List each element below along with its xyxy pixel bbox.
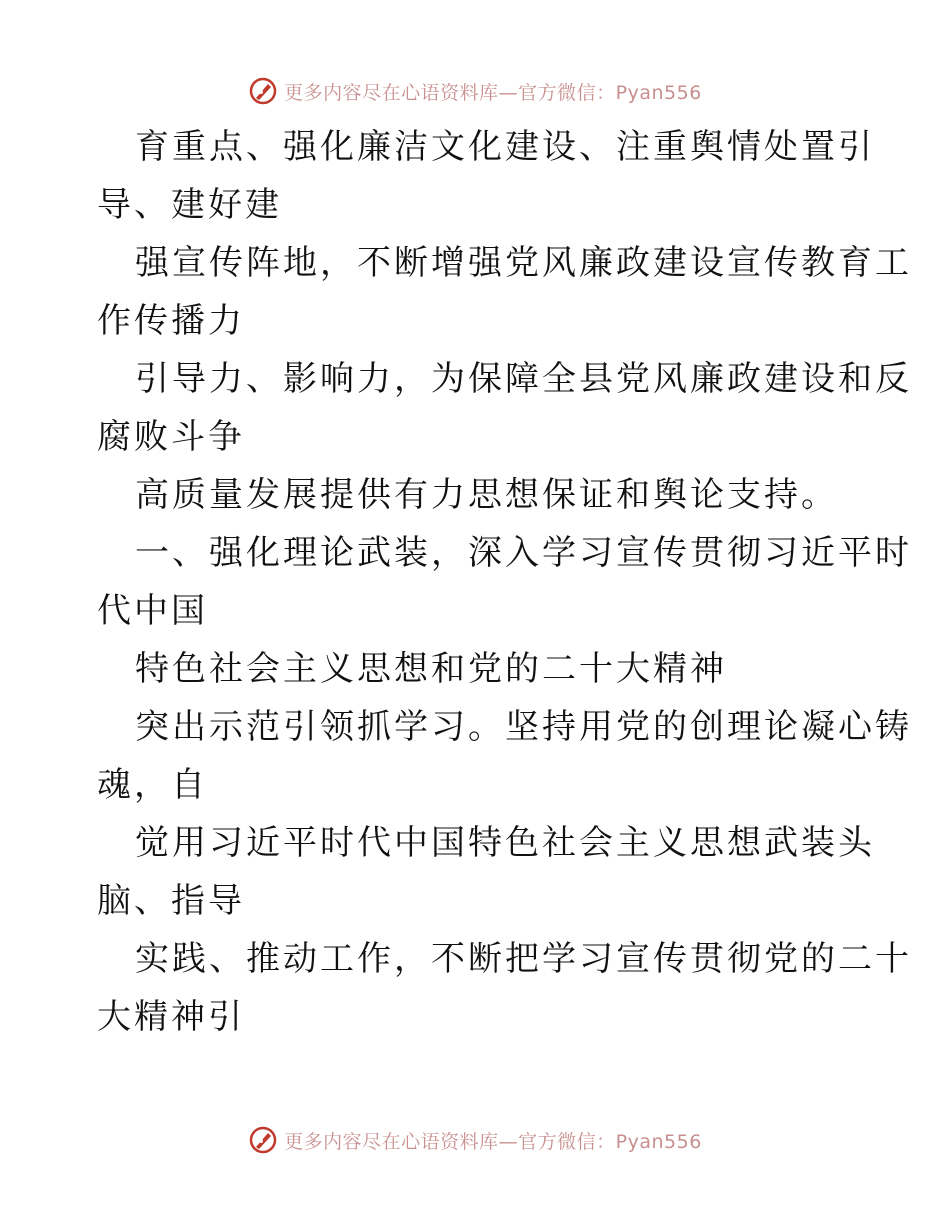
text-line: 魂，自 [97, 765, 208, 805]
text-line: 导、建好建 [97, 185, 282, 225]
header-watermark [0, 74, 950, 108]
text-line: 大精神引 [97, 997, 245, 1037]
header-watermark-text: 更多内容尽在心语资料库—官方微信：Pyan556 [284, 81, 702, 104]
footer-watermark [0, 1123, 950, 1157]
text-line: 觉用习近平时代中国特色社会主义思想武装头 [135, 823, 875, 863]
pen-logo-icon [248, 1125, 278, 1155]
text-line: 育重点、强化廉洁文化建设、注重舆情处置引 [135, 127, 875, 167]
text-line: 特色社会主义思想和党的二十大精神 [135, 649, 727, 689]
text-line: 突出示范引领抓学习。坚持用党的创理论凝心铸 [135, 707, 912, 747]
text-line: 一、强化理论武装，深入学习宣传贯彻习近平时 [135, 533, 912, 573]
text-line: 代中国 [97, 591, 208, 631]
text-line: 作传播力 [97, 301, 245, 341]
text-line: 脑、指导 [97, 881, 245, 921]
text-line: 实践、推动工作，不断把学习宣传贯彻党的二十 [135, 939, 912, 979]
footer-watermark-text: 更多内容尽在心语资料库—官方微信：Pyan556 [284, 1130, 702, 1153]
text-line: 强宣传阵地，不断增强党风廉政建设宣传教育工 [135, 243, 912, 283]
pen-logo-icon [248, 76, 278, 106]
document-body [97, 118, 912, 1046]
text-line: 高质量发展提供有力思想保证和舆论支持。 [135, 475, 838, 515]
text-line: 腐败斗争 [97, 417, 245, 457]
text-line: 引导力、影响力，为保障全县党风廉政建设和反 [135, 359, 912, 399]
